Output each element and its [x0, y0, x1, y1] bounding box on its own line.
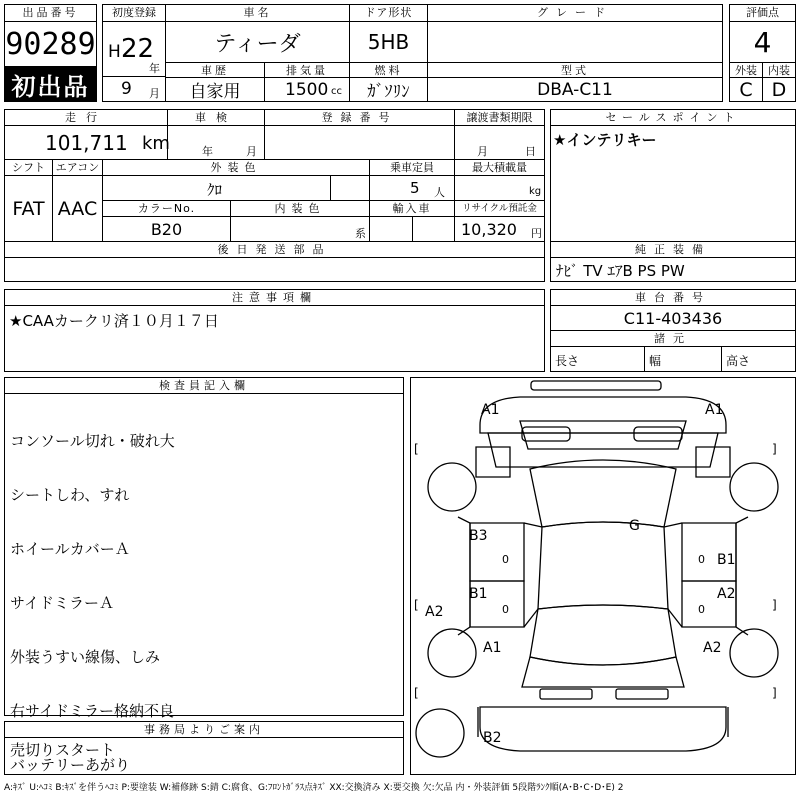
legend: A:ｷｽﾞ U:ﾍｺﾐ B:ｷｽﾞを伴うﾍｺﾐ P:要塗装 W:補修跡 S:錆 C:腐食、G:ﾌﾛﾝﾄｶﾞﾗｽ点ｷｽﾞ XX:交換済み X:要交換 欠:欠品 内・外装評価 5段階ﾗﾝｸ順(A･B･C･D･E) 2 — [4, 783, 624, 793]
height-label: 高さ — [726, 354, 751, 368]
model — [427, 77, 723, 102]
selling-point-text: ★インテリキー — [553, 131, 657, 149]
dmg-a1-rear-left: A1 — [483, 640, 502, 656]
import-a — [369, 216, 413, 242]
dmg-b1-right-door: B1 — [717, 552, 736, 568]
fuel-label: 燃料 — [349, 62, 428, 78]
spec-width — [644, 346, 722, 372]
capacity-value: 5 — [410, 179, 420, 197]
door-type-value: 5HB — [367, 30, 410, 54]
bracket-right-bot: ] — [772, 686, 777, 700]
mileage-unit: km — [142, 133, 170, 154]
dmg-b1-left-rear-door: B1 — [469, 586, 488, 602]
exterior-color-extra — [330, 175, 370, 201]
max-load-unit: kg — [529, 186, 542, 197]
mileage-label: 走行 — [4, 109, 168, 126]
transfer-day-unit: 日 — [525, 145, 536, 158]
exterior-color-label: 外装色 — [102, 159, 370, 176]
fuel-value: ｶﾞｿﾘﾝ — [367, 82, 410, 102]
caution — [4, 305, 545, 372]
ac-label: エアコン — [52, 159, 103, 176]
equipment-label: 純正装備 — [550, 241, 796, 258]
era: H — [108, 42, 121, 62]
import-b — [412, 216, 455, 242]
interior-color — [230, 216, 370, 242]
mileage-value: 101,711 — [45, 131, 128, 155]
car-diagram-panel — [410, 377, 796, 775]
max-load-label: 最大積載量 — [454, 159, 545, 176]
displacement-value: 1500 — [285, 80, 329, 100]
inspection-year-unit: 年 — [202, 145, 213, 158]
lot-number — [4, 21, 97, 67]
lot-number-label: 出品番号 — [4, 4, 97, 22]
interior-color-unit: 系 — [355, 227, 366, 240]
model-label: 型式 — [427, 62, 723, 78]
transfer-deadline — [454, 125, 545, 160]
shift-label: シフト — [4, 159, 53, 176]
exterior-color-value: ｸﾛ — [207, 181, 223, 199]
capacity-unit: 人 — [434, 186, 445, 199]
displacement — [264, 77, 350, 102]
selling-point-label: セールスポイント — [550, 109, 796, 126]
first-registration-year — [102, 21, 166, 77]
spec-length — [550, 346, 645, 372]
inspector-line: 右サイドミラー格納不良 — [10, 702, 174, 720]
first-listing-badge — [4, 66, 97, 102]
inspector-line: サイドミラーＡ — [10, 594, 114, 612]
dmg-a2-left-sill: A2 — [425, 604, 444, 620]
exterior-grade — [729, 77, 763, 102]
import-label: 輸入車 — [369, 200, 455, 217]
rear-bumper — [480, 707, 726, 751]
interior-grade-value: D — [771, 78, 787, 101]
equipment-value: ﾅﾋﾞ TV ｴｱB PS PW — [556, 262, 685, 280]
dmg-b2-rear-bumper: B2 — [483, 730, 502, 746]
dmg-b3-left-door: B3 — [469, 528, 488, 544]
model-value: DBA-C11 — [537, 79, 613, 100]
interior-grade — [762, 77, 796, 102]
car-name-label: 車名 — [165, 4, 350, 22]
headlight-right — [634, 427, 682, 441]
recycle-label: リサイクル預託金 — [454, 200, 545, 217]
shift-value: FAT — [12, 197, 45, 220]
first-registration-month — [102, 76, 166, 102]
caution-label: 注意事項欄 — [4, 289, 545, 306]
inspection — [167, 125, 265, 160]
first-listing-text: 初出品 — [11, 72, 90, 101]
capacity-label: 乗車定員 — [369, 159, 455, 176]
wheel-front-right — [730, 463, 778, 511]
cabin — [530, 460, 676, 527]
door-label: ドア形状 — [349, 4, 428, 22]
wheel-spare — [416, 709, 464, 757]
bracket-left-bot: [ — [414, 686, 419, 700]
history-label: 車歴 — [165, 62, 265, 78]
exterior-color — [102, 175, 331, 201]
headlight-left — [522, 427, 570, 441]
grade — [427, 21, 723, 63]
dmg-a2-right-rear-door: A2 — [717, 586, 736, 602]
inspection-month-unit: 月 — [246, 145, 257, 158]
inspection-label: 車検 — [167, 109, 265, 126]
spec-height — [721, 346, 796, 372]
svg-text:0: 0 — [698, 603, 705, 616]
car-diagram — [410, 377, 796, 775]
bracket-right-mid: ] — [772, 598, 777, 612]
fuel — [349, 77, 428, 102]
sill-right — [736, 517, 748, 635]
office-text: 売切りスタート — [10, 741, 116, 759]
shift — [4, 175, 53, 242]
wheel-rear-right — [730, 629, 778, 677]
trunk — [522, 657, 684, 687]
office-notes — [4, 737, 404, 775]
length-label: 長さ — [555, 354, 580, 368]
width-label: 幅 — [649, 354, 662, 368]
month-unit: 月 — [149, 87, 160, 100]
displacement-unit: cc — [331, 86, 342, 97]
rear-window — [530, 605, 676, 665]
history — [165, 77, 265, 102]
dmg-g-windshield: G — [629, 518, 640, 534]
office-label: 事務局よりご案内 — [4, 721, 404, 738]
roof — [538, 522, 668, 609]
door-type — [349, 21, 428, 63]
capacity — [369, 175, 455, 201]
color-number-label: カラーNo. — [102, 200, 231, 217]
lot-number-value: 90289 — [5, 26, 96, 62]
score-label: 評価点 — [729, 4, 796, 22]
transfer-deadline-label: 譲渡書類期限 — [454, 109, 545, 126]
exterior-label: 外装 — [729, 62, 763, 78]
mileage — [4, 125, 168, 160]
rear-bumper-inner — [478, 707, 728, 737]
dmg-a1-front-left: A1 — [481, 402, 500, 418]
bracket-left-mid: [ — [414, 598, 419, 612]
inspector-label: 検査員記入欄 — [4, 377, 404, 394]
antenna-marker — [531, 381, 661, 390]
year: 22 — [121, 34, 155, 64]
color-number-value: B20 — [150, 219, 183, 239]
later-parts — [4, 257, 545, 282]
svg-text:0: 0 — [502, 603, 509, 616]
score — [729, 21, 796, 63]
first-registration-label: 初度登録 — [102, 4, 166, 22]
bracket-right-top: ] — [772, 442, 777, 456]
ac-value: AAC — [57, 197, 98, 220]
car-name-value: ティーダ — [214, 31, 301, 57]
score-value: 4 — [753, 25, 772, 59]
spec-label: 諸元 — [550, 330, 796, 347]
grade-label: グレード — [427, 4, 723, 22]
later-parts-label: 後日発送部品 — [4, 241, 545, 258]
transfer-month-unit: 月 — [477, 145, 488, 158]
dmg-a2-rear-right: A2 — [703, 640, 722, 656]
bracket-left-top: [ — [414, 442, 419, 456]
inspector-line: コンソール切れ・破れ大 — [10, 432, 175, 450]
car-name — [165, 21, 350, 63]
year-unit: 年 — [149, 62, 160, 75]
ac — [52, 175, 103, 242]
caution-text: ★CAAカークリ済１０月１７日 — [9, 312, 219, 330]
max-load — [454, 175, 545, 201]
wheel-rear-left — [428, 629, 476, 677]
inspector-line: バッテリーあがり — [10, 756, 131, 774]
recycle-unit: 円 — [531, 227, 542, 240]
rear-plate-left — [540, 689, 592, 699]
dmg-a1-front-right: A1 — [705, 402, 724, 418]
chassis-label: 車台番号 — [550, 289, 796, 306]
equipment — [550, 257, 796, 282]
inspector-line: シートしわ、すれ — [10, 486, 130, 504]
month: 9 — [121, 79, 132, 99]
inspector-line: 外装うすい線傷、しみ — [10, 648, 161, 666]
interior-color-label: 内装色 — [230, 200, 370, 217]
color-number — [102, 216, 231, 242]
selling-point — [550, 125, 796, 242]
displacement-label: 排気量 — [264, 62, 350, 78]
chassis-value: C11-403436 — [623, 308, 723, 328]
chassis — [550, 305, 796, 331]
windshield — [520, 421, 686, 449]
front-bumper — [480, 397, 726, 433]
registration-number — [264, 125, 455, 160]
interior-label: 内装 — [762, 62, 796, 78]
inspector-line: ホイールカバーＡ — [10, 540, 130, 558]
svg-text:0: 0 — [698, 553, 705, 566]
recycle-value: 10,320 — [461, 220, 517, 239]
history-value: 自家用 — [189, 82, 241, 102]
rear-plate-right — [616, 689, 668, 699]
registration-number-label: 登録番号 — [264, 109, 455, 126]
wheel-front-left — [428, 463, 476, 511]
exterior-grade-value: C — [739, 78, 753, 101]
svg-text:0: 0 — [502, 553, 509, 566]
recycle — [454, 216, 545, 242]
